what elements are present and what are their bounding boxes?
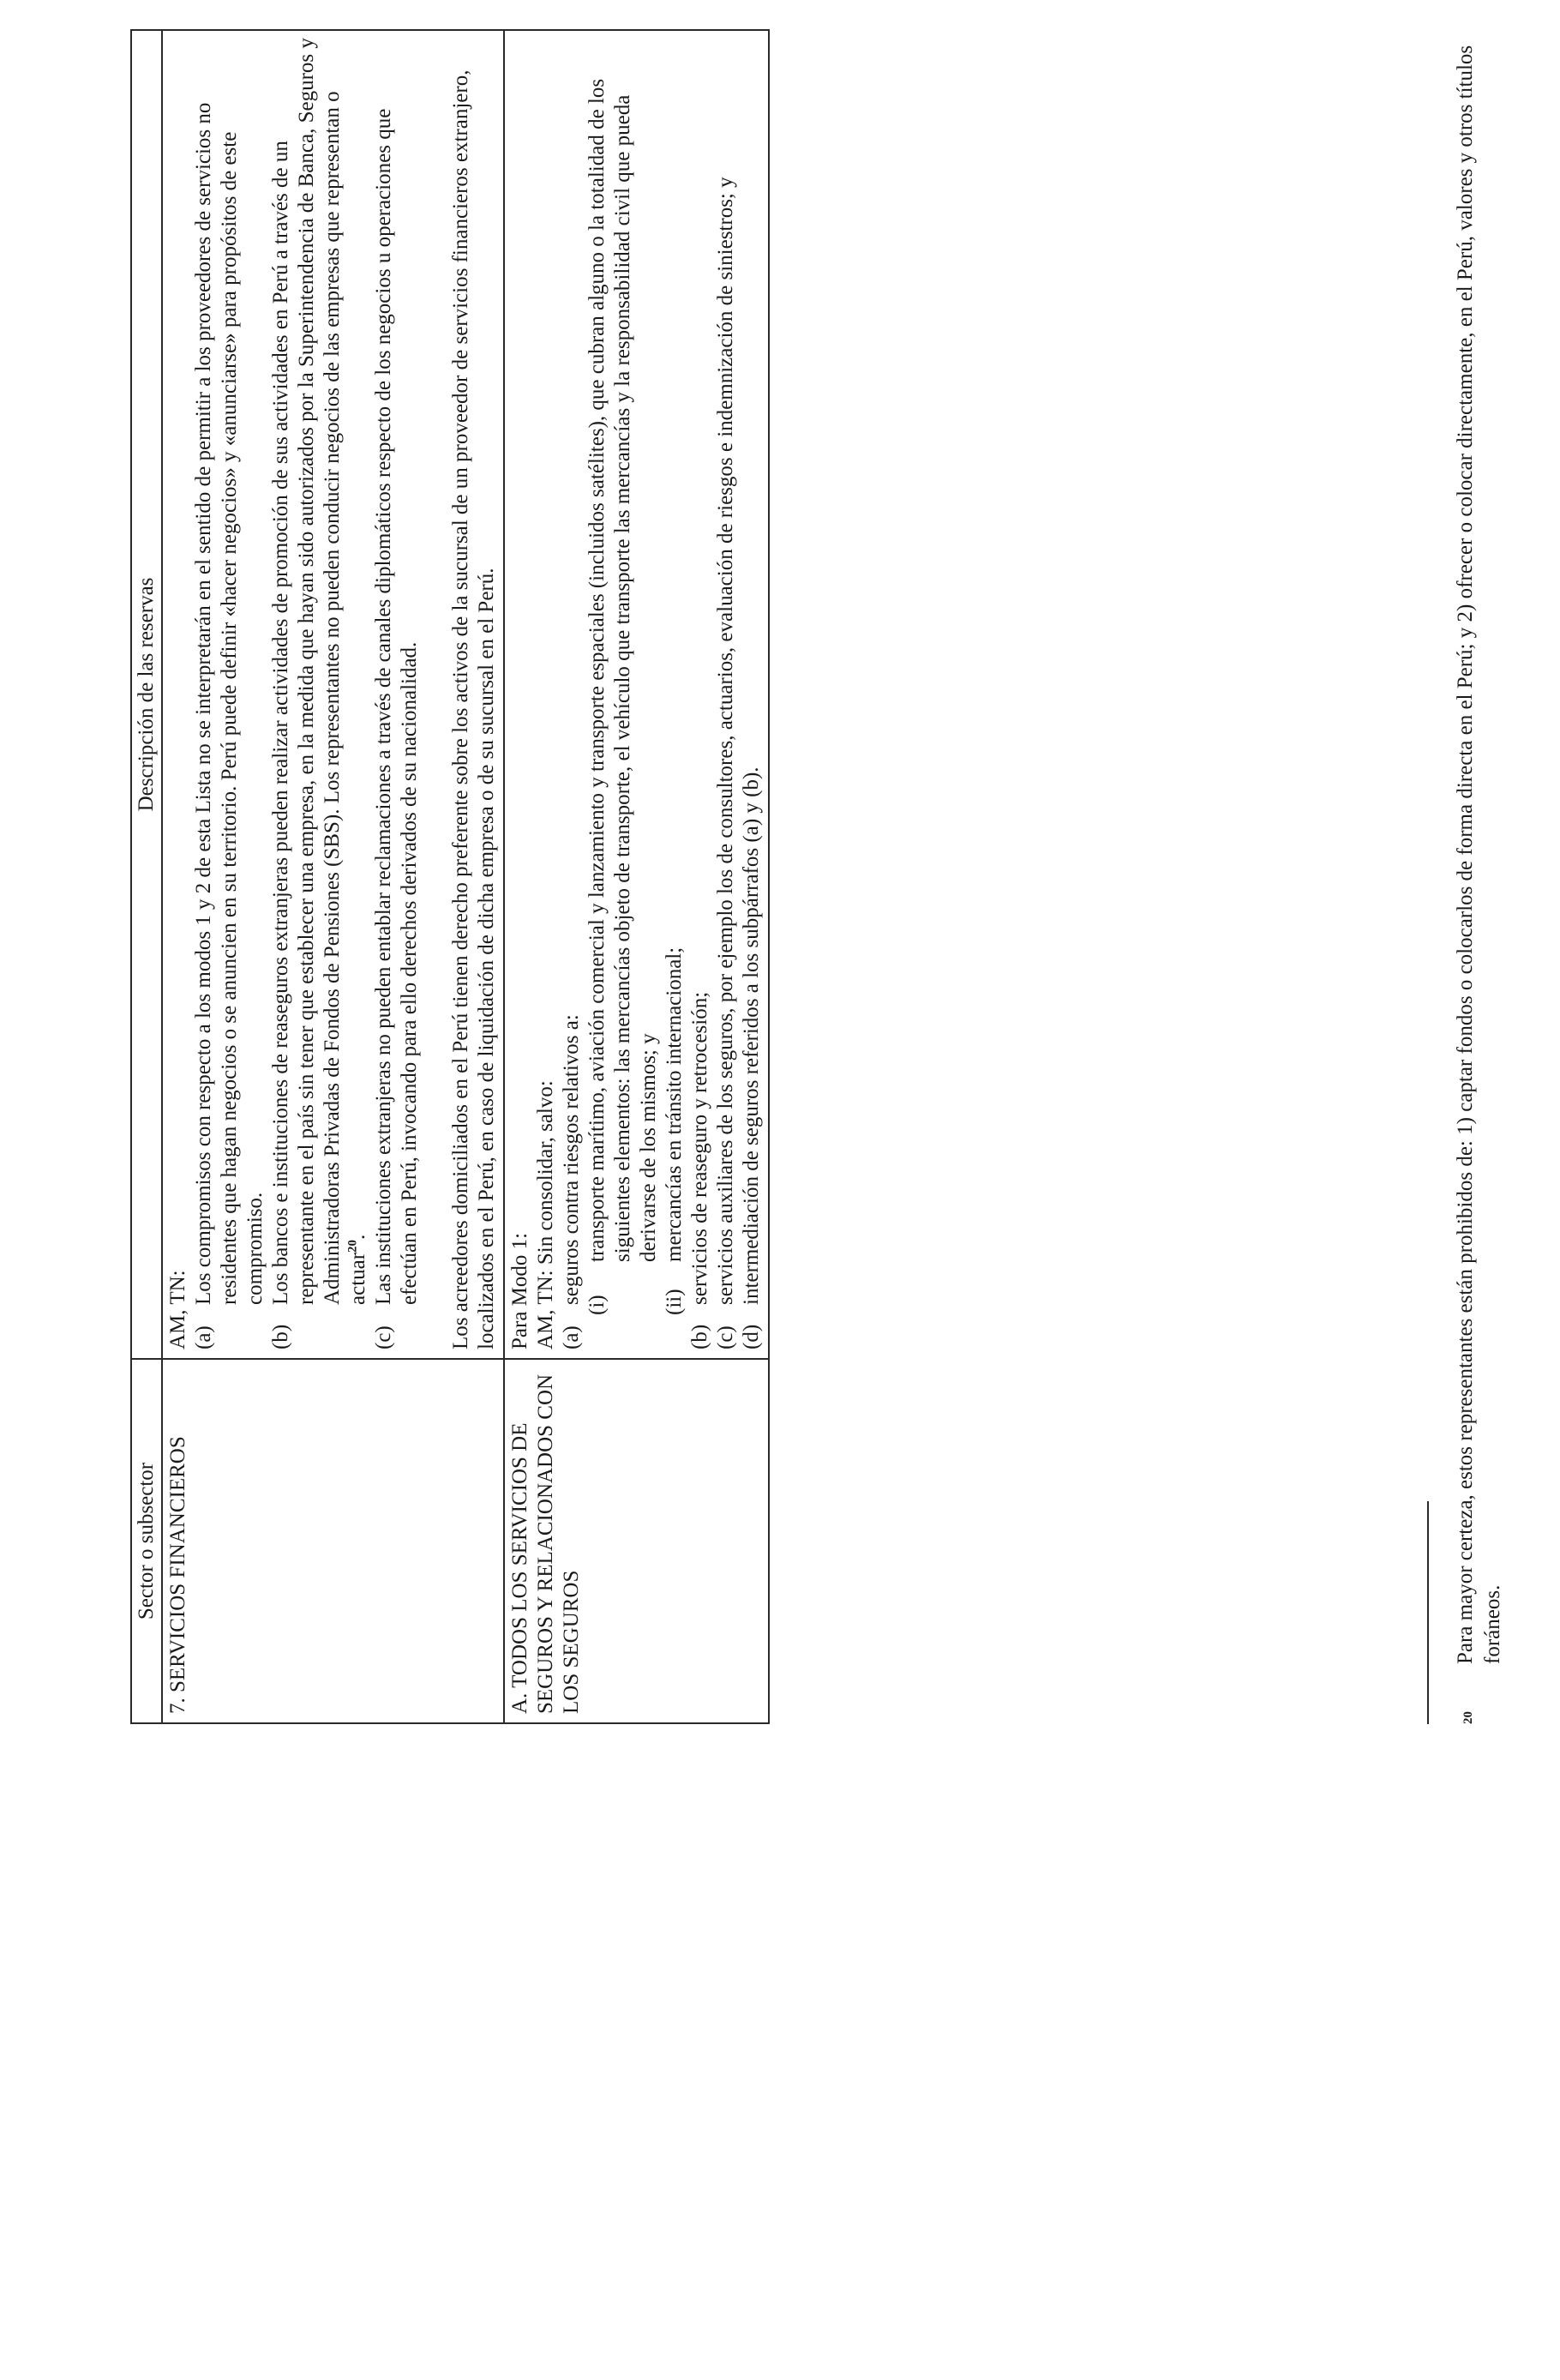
sub-item-text: transporte marítimo, aviación comercial y lanzamiento y transporte espaciales (incluidos satélites), que cubran alguno o la totalidad de los siguientes elementos: las mercancías objeto de transporte, el vehículo que transporte las mercancías y la responsabilidad civil que pueda derivarse de los mismos; y bbox=[585, 78, 660, 1262]
closing-paragraph: Los acreedores domiciliados en el Perú tienen derecho preferente sobre los activos de la sucursal de un proveedor de servicios financieros extranjero, localizados en el Perú, en caso de liquidación de dicha empresa o de su sucursal en el Perú. bbox=[449, 69, 498, 1349]
parties-intro: AM, TN: bbox=[166, 1270, 189, 1349]
footnote-text: Para mayor certeza, estos representantes están prohibidos de: 1) captar fondos o colocarlos de forma directa en el Perú; y 2) ofrecer o colocar directamente, en el Perú, valores y otros títulos foráneos. bbox=[1454, 45, 1504, 1664]
sector-cell bbox=[162, 1359, 504, 1723]
sub-item-label: (ii) bbox=[663, 1289, 686, 1315]
header-description: Descripción de las reservas bbox=[131, 30, 162, 1359]
item-text-with-footnote bbox=[268, 38, 371, 1305]
item-text-end: . bbox=[346, 1234, 369, 1240]
parties-intro: AM, TN: Sin consolidar, salvo: bbox=[534, 1080, 557, 1349]
sector-cell bbox=[504, 1359, 769, 1723]
sector-name: 7. SERVICIOS FINANCIEROS bbox=[166, 1436, 189, 1714]
item-label: (a) bbox=[560, 1325, 583, 1349]
sub-list-item bbox=[662, 38, 687, 1349]
list-item bbox=[739, 38, 765, 1349]
item-label: (d) bbox=[740, 1324, 763, 1349]
item-label: (c) bbox=[714, 1325, 737, 1349]
footnote bbox=[1452, 31, 1507, 1724]
sub-item-label: (i) bbox=[585, 1295, 609, 1315]
list-item bbox=[371, 38, 423, 1349]
list-item bbox=[191, 38, 268, 1349]
table-row bbox=[162, 30, 504, 1723]
table-row bbox=[504, 30, 769, 1723]
item-text: servicios de reaseguro y retrocesión; bbox=[688, 991, 711, 1305]
item-text: intermediación de seguros referidos a los subpárrafos (a) y (b). bbox=[740, 766, 763, 1305]
sub-list-item bbox=[585, 38, 662, 1349]
paragraph-spacer bbox=[423, 38, 448, 1349]
item-text: Los bancos e instituciones de reaseguros extranjeras pueden realizar actividades de promoción de sus actividades en Perú a través de un representante en el país sin tener que establecer una empresa, en la medida que hayan sido autorizados por la Superintendencia de Banca, Seguros y Administradoras Privadas de Fondos de Pensiones (SBS). Los representantes no pueden conducir negocios de las empresas que representan o actuar bbox=[269, 38, 369, 1305]
list-item bbox=[559, 38, 585, 1349]
item-label: (c) bbox=[372, 1325, 395, 1349]
header-sector: Sector o subsector bbox=[131, 1359, 162, 1723]
sub-item-text: mercancías en tránsito internacional; bbox=[663, 947, 686, 1262]
list-item bbox=[713, 38, 739, 1349]
footnote-reference[interactable]: 20 bbox=[345, 1239, 360, 1253]
item-label: (a) bbox=[192, 1325, 215, 1349]
list-item bbox=[687, 38, 713, 1349]
sector-name: A. TODOS LOS SERVICIOS DE SEGUROS Y RELACIONADOS CON LOS SEGUROS bbox=[508, 1373, 583, 1714]
item-label: (b) bbox=[269, 1324, 292, 1349]
table-header-row bbox=[131, 30, 162, 1723]
description-cell bbox=[162, 30, 504, 1359]
footnote-separator bbox=[1427, 1501, 1429, 1724]
reservations-table bbox=[130, 29, 770, 1724]
item-text: seguros contra riesgos relativos a: bbox=[560, 1014, 583, 1305]
list-item bbox=[268, 38, 371, 1349]
footnote-number: 20 bbox=[1461, 1711, 1475, 1724]
mode-label: Para Modo 1: bbox=[508, 1232, 531, 1349]
item-label: (b) bbox=[688, 1324, 711, 1349]
item-text: Los compromisos con respecto a los modos 1 y 2 de esta Lista no se interpretarán en el sentido de permitir a los proveedores de servicios no residentes que hagan negocios o se anuncien en su territorio. Perú puede definir «hacer negocios» y «anunciarse» para propósitos de este compromiso. bbox=[192, 102, 267, 1305]
description-cell bbox=[504, 30, 769, 1359]
item-text: Las instituciones extranjeras no pueden entablar reclamaciones a través de canales diplomáticos respecto de los negocios u operaciones que efectúan en Perú, invocando para ello derechos derivados de su nacionalidad. bbox=[372, 108, 421, 1305]
item-text: servicios auxiliares de los seguros, por ejemplo los de consultores, actuarios, evaluación de riesgos e indemnización de siniestros; y bbox=[714, 177, 737, 1305]
